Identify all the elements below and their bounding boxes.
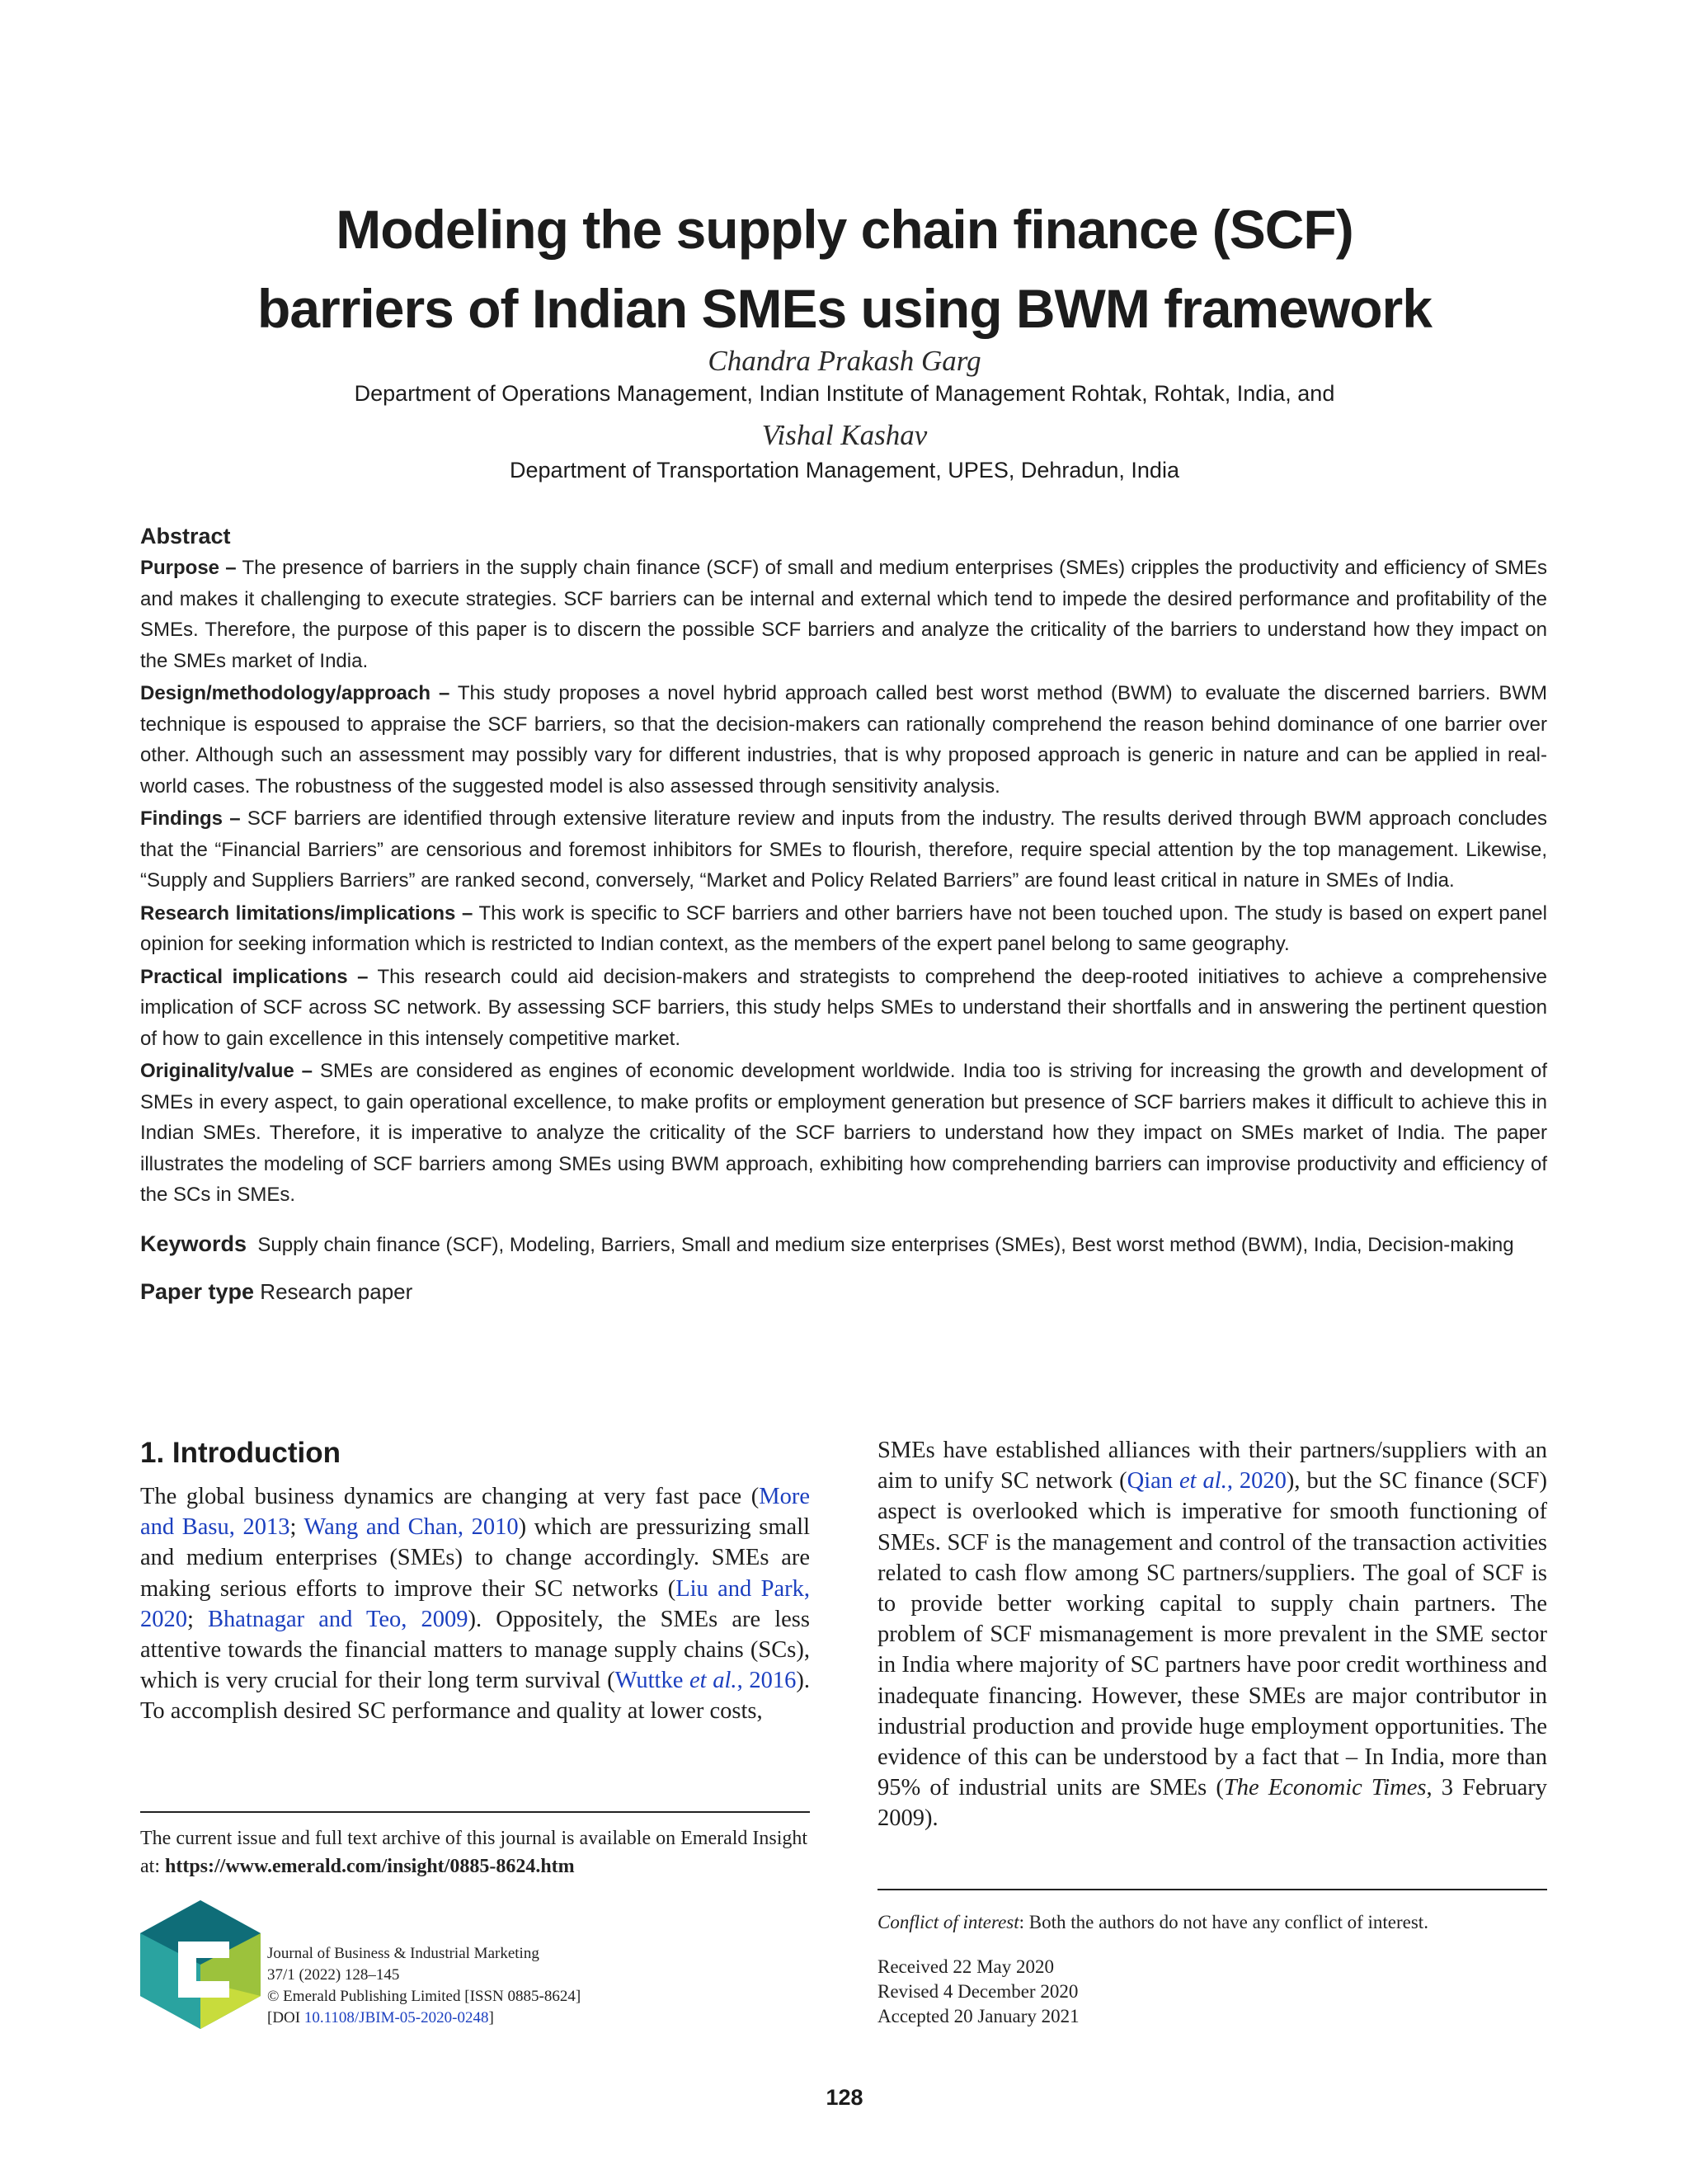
citation-link[interactable]: Liu and Park, 2020 [140, 1575, 811, 1632]
date-accepted: Accepted 20 January 2021 [877, 2006, 1080, 2026]
title-line-1: Modeling the supply chain finance (SCF) [336, 199, 1353, 260]
date-received: Received 22 May 2020 [877, 1956, 1054, 1977]
abstract-label: Originality/value – [140, 1060, 313, 1082]
abstract-label: Practical implications – [140, 965, 369, 988]
conflict-label: Conflict of interest [877, 1912, 1019, 1932]
body-text: ; [187, 1606, 209, 1632]
body-text: ), but the SC finance (SCF) aspect is overlooked which is imperative for smooth functioning of SMEs. SCF is the management and control of the transaction activities related to cash flow among SC partners/suppliers. The goal of SCF is to provide better working capital to supply chain partners. The problem of SCF mismanagement is more prevalent in the SME sector in India where majority of SC partners have poor credit worthiness and inadequate financing. However, these SMEs are major contributor in industrial production and provide huge employment opportunities. The evidence of this can be understood by a fact that – In India, more than 95% of industrial units are SMEs ( [877, 1468, 1547, 1801]
paper-title [0, 190, 1689, 348]
intro-column-right [877, 1435, 1547, 1834]
citation-link[interactable]: , 2016 [736, 1668, 797, 1694]
abstract-text: The presence of barriers in the supply chain finance (SCF) of small and medium enterprises (SMEs) cripples the productivity and efficiency of SMEs and makes it challenging to execute strategies. SCF barriers can be internal and external which tend to impede the desired performance and profitability of the SMEs. Therefore, the purpose of this paper is to discern the possible SCF barriers and analyze the criticality of the barriers to understand how they impact on the SMEs market of India. [140, 557, 1548, 672]
publication-name: The Economic Times [1223, 1775, 1427, 1801]
keywords [140, 1229, 1547, 1261]
journal-copyright: © Emerald Publishing Limited [ISSN 0885-8624] [267, 1988, 581, 2005]
paper-type [140, 1277, 1547, 1308]
journal-name: Journal of Business & Industrial Marketing [267, 1945, 539, 1962]
intro-column-left [140, 1481, 810, 1727]
abstract-text: This work is specific to SCF barriers and other barriers have not been touched upon. The study is based on expert panel opinion for seeking information which is restricted to Indian context, as the members of the expert panel belong to same geography. [140, 901, 1547, 955]
author-name-1: Chandra Prakash Garg [708, 345, 981, 377]
archive-note [140, 1824, 810, 1880]
conflict-of-interest [877, 1912, 1547, 1933]
citation-link[interactable]: et al. [1179, 1468, 1227, 1494]
abstract-label: Design/methodology/approach – [140, 682, 450, 704]
journal-volume: 37/1 (2022) 128–145 [267, 1966, 400, 1984]
paper-type-label: Paper type [140, 1279, 255, 1304]
conflict-text: : Both the authors do not have any conflict of interest. [1019, 1912, 1428, 1932]
body-text: ; [289, 1514, 304, 1541]
citation-link[interactable]: Wuttke [614, 1668, 690, 1694]
body-text: ). To accomplish desired SC performance and quality at lower costs, [140, 1668, 810, 1725]
doi-prefix: [DOI [267, 2009, 304, 2026]
abstract-text: SMEs are considered as engines of economic development worldwide. India too is striving for increasing the growth and development of SMEs in every aspect, to gain operational excellence, to make profits or employment generation but presence of SCF barriers makes it difficult to achieve this in Indian SMEs. Therefore, it is imperative to analyze the criticality of the SCF barriers to understand how they impact on SMEs market of India. The paper illustrates the modeling of SCF barriers among SMEs using BWM approach, exhibiting how comprehending barriers can improvise productivity and efficiency of the SCs in SMEs. [140, 1060, 1548, 1206]
article-dates [877, 1955, 1080, 2029]
abstract-heading: Abstract [140, 524, 231, 548]
doi-link[interactable]: 10.1108/JBIM-05-2020-0248 [303, 2009, 489, 2026]
abstract [140, 520, 1547, 1310]
journal-info [267, 1943, 581, 2029]
author-affiliation-1: Department of Operations Management, Indian Institute of Management Rohtak, Rohtak, India, and [354, 381, 1335, 406]
citation-link[interactable]: Bhatnagar and Teo, 2009 [208, 1606, 468, 1632]
abstract-practical [140, 962, 1547, 1055]
abstract-text: This study proposes a novel hybrid approach called best worst method (BWM) to evaluate the discerned barriers. BWM technique is espoused to appraise the SCF barriers, so that the decision-makers can rationally comprehend the reason behind dominance of one barrier over other. Although such an assessment may possibly vary for different industries, that is why proposed approach is generic in nature and can be applied in real-world cases. The robustness of the suggested model is also assessed through sensitivity analysis. [140, 682, 1548, 798]
citation-link[interactable]: Wang and Chan, 2010 [303, 1514, 519, 1541]
abstract-design [140, 678, 1547, 802]
abstract-label: Purpose – [140, 557, 237, 579]
keywords-text: Supply chain finance (SCF), Modeling, Barriers, Small and medium size enterprises (SMEs), Best worst method (BWM), India, Decision-making [257, 1233, 1514, 1256]
journal-doi [267, 2007, 581, 2029]
author-name-2: Vishal Kashav [761, 419, 928, 451]
citation-link[interactable]: , 2020 [1226, 1468, 1287, 1494]
citation-link[interactable]: Qian [1127, 1468, 1179, 1494]
paper-type-value: Research paper [260, 1279, 413, 1304]
keywords-label: Keywords [140, 1231, 247, 1256]
body-text: ). Oppositely, the SMEs are less attentive towards the financial matters to manage supply chains (SCs), which is very crucial for their long term survival ( [140, 1606, 810, 1694]
body-text: , 3 February 2009). [877, 1775, 1547, 1832]
abstract-text: This research could aid decision-makers and strategists to comprehend the deep-rooted initiatives to achieve a comprehensive implication of SCF across SC network. By assessing SCF barriers, this study helps SMEs to understand their shortfalls and in answering the pertinent question of how to gain excellence in this intensely competitive market. [140, 965, 1548, 1050]
footnote-divider [140, 1811, 810, 1813]
doi-suffix: ] [488, 2009, 494, 2026]
body-text: The global business dynamics are changing at very fast pace ( [140, 1484, 760, 1509]
body-text: ) which are pressurizing small and medium enterprises (SMEs) to change accordingly. SMEs are making serious efforts to improve their SC networks ( [140, 1514, 811, 1602]
abstract-label: Research limitations/implications – [140, 901, 473, 925]
journal-url-link[interactable]: https://www.emerald.com/insight/0885-8624.htm [165, 1856, 575, 1877]
body-text: SMEs have established alliances with their partners/suppliers with an aim to unify SC network ( [877, 1438, 1547, 1494]
abstract-label: Findings – [140, 807, 241, 830]
author-affiliation-2: Department of Transportation Management, UPES, Dehradun, India [510, 458, 1179, 482]
citation-link[interactable]: More and Basu, 2013 [140, 1484, 810, 1541]
abstract-originality [140, 1056, 1547, 1211]
title-line-2: barriers of Indian SMEs using BWM framework [257, 278, 1432, 339]
abstract-limitations [140, 898, 1547, 960]
abstract-purpose [140, 553, 1547, 676]
abstract-findings [140, 803, 1547, 897]
intro-paragraph [877, 1435, 1547, 1834]
citation-link[interactable]: et al. [689, 1668, 737, 1694]
archive-note-text: The current issue and full text archive of this journal is available on Emerald Insight at: [140, 1828, 808, 1877]
intro-paragraph [140, 1481, 810, 1727]
emerald-logo [139, 1899, 262, 2031]
page-number: 128 [826, 2085, 863, 2110]
section-heading-introduction: 1. Introduction [140, 1437, 341, 1469]
abstract-text: SCF barriers are identified through extensive literature review and inputs from the industry. The results derived through BWM approach concludes that the “Financial Barriers” are censorious and foremost inhibitors for SMEs to flourish, therefore, require special attention by the top management. Likewise, “Supply and Suppliers Barriers” are ranked second, conversely, “Market and Policy Related Barriers” are found least critical in nature in SMEs of India. [140, 807, 1547, 892]
date-revised: Revised 4 December 2020 [877, 1981, 1079, 2002]
footnote-divider [877, 1889, 1547, 1890]
